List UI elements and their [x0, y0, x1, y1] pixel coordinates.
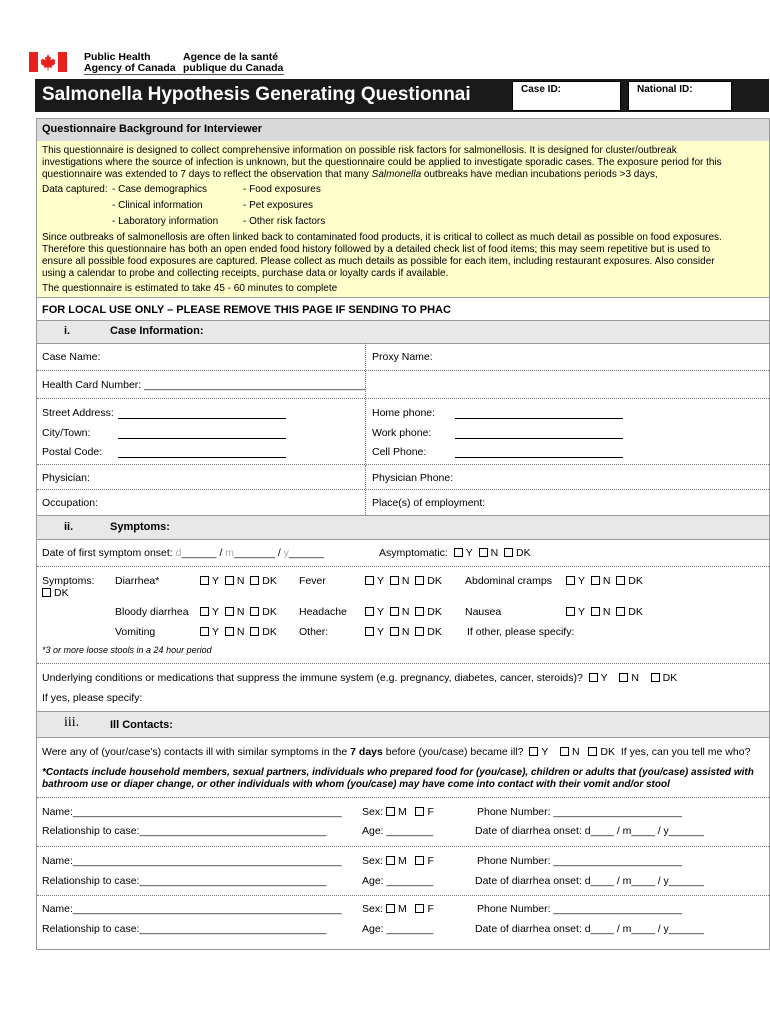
contact-phone-field[interactable]: Phone Number: ______________________ — [477, 903, 682, 915]
divider — [37, 846, 769, 847]
divider — [37, 370, 769, 371]
background-p2-line1: Since outbreaks of salmonellosis are often linked back to contaminated food products, it is critical to collect as much detail as possible on food exposures. — [42, 232, 722, 243]
header-rule — [84, 74, 284, 75]
ill-contacts-dk-checkbox[interactable] — [588, 747, 597, 756]
bloody-dk-checkbox[interactable] — [250, 607, 259, 616]
divider — [365, 399, 366, 464]
onset-sep-1: ______ / — [181, 547, 226, 559]
contact-relationship-field[interactable]: Relationship to case:________________________________ — [42, 825, 327, 837]
divider — [37, 464, 769, 465]
fever-label: Fever — [299, 575, 326, 587]
agency-name-en-1: Public Health — [84, 51, 151, 63]
contact-relationship-field[interactable]: Relationship to case:________________________________ — [42, 923, 327, 935]
background-p1-line1: This questionnaire is designed to collect comprehensive information on possible risk factors for salmonellosis. It is designed for cluster/outbreak — [42, 145, 677, 156]
onset-date-field[interactable] — [42, 547, 324, 559]
onset-sep-2: _______ / — [234, 547, 284, 559]
fever-no-checkbox[interactable] — [390, 576, 399, 585]
agency-name-en-2: Agency of Canada — [84, 62, 176, 74]
contact-age-field[interactable]: Age: ________ — [362, 875, 434, 887]
diarrhea-footnote: *3 or more loose stools in a 24 hour period — [42, 645, 212, 655]
asymptomatic-yes-checkbox[interactable] — [454, 548, 463, 557]
yes-label: Y — [212, 626, 220, 638]
background-heading: Questionnaire Background for Interviewer — [42, 123, 263, 135]
section-i-number: i. — [64, 325, 71, 337]
background-p1-line3b: Salmonella — [371, 169, 422, 180]
headache-yes-checkbox[interactable] — [365, 607, 374, 616]
nausea-no-checkbox[interactable] — [591, 607, 600, 616]
contact-age-field[interactable]: Age: ________ — [362, 923, 434, 935]
nausea-label: Nausea — [465, 606, 502, 618]
divider — [365, 343, 366, 370]
cell-phone-input[interactable] — [455, 457, 623, 458]
headache-no-checkbox[interactable] — [390, 607, 399, 616]
other-symptom-label: Other: — [299, 626, 329, 638]
background-p2-line4: using a calendar to probe and collecting receipts, purchase data or loyalty cards if available. — [42, 268, 449, 279]
symptoms-dk — [42, 587, 69, 599]
background-p1-line3c: outbreaks have median incubations periods >3 days, — [421, 169, 658, 180]
yes-label: Y — [377, 626, 385, 638]
data-captured-item-3: - Clinical information — [112, 200, 203, 211]
f-label: F — [427, 855, 434, 867]
onset-month-hint: m — [225, 547, 235, 559]
abdominal-cramps-label: Abdominal cramps — [465, 575, 552, 587]
asymptomatic-dk-checkbox[interactable] — [504, 548, 513, 557]
case-id-box[interactable] — [512, 81, 621, 111]
fever-yes-checkbox[interactable] — [365, 576, 374, 585]
nausea-options — [566, 606, 643, 618]
fever-dk-checkbox[interactable] — [415, 576, 424, 585]
vomiting-dk-checkbox[interactable] — [250, 627, 259, 636]
sex-f-checkbox[interactable] — [415, 807, 424, 816]
divider — [365, 371, 366, 398]
dk-label: DK — [54, 587, 69, 599]
street-address-label: Street Address: — [42, 407, 114, 419]
fever-options — [365, 575, 442, 587]
underlying-yes-checkbox[interactable] — [589, 673, 598, 682]
section-ii-title: Symptoms: — [110, 521, 170, 533]
yes-label: Y — [377, 575, 385, 587]
diarrhea-dk-checkbox[interactable] — [250, 576, 259, 585]
onset-day-hint: d — [175, 547, 182, 559]
no-label: N — [602, 575, 611, 587]
contact-onset-field[interactable]: Date of diarrhea onset: d____ / m____ / y______ — [475, 923, 704, 935]
contact-name-field[interactable]: Name:______________________________________________ — [42, 806, 342, 818]
dk-label: DK — [427, 606, 442, 618]
vomiting-no-checkbox[interactable] — [225, 627, 234, 636]
dk-label: DK — [628, 575, 643, 587]
contact-sex — [362, 903, 434, 915]
sex-label: Sex: — [362, 806, 384, 818]
onset-label: Date of first symptom onset: — [42, 547, 176, 559]
contacts-note-line2: bathroom use or diaper change, or other individuals with whom (you/case) may have come into contact with their vomit and/or stool — [42, 779, 670, 790]
divider — [365, 490, 366, 515]
f-label: F — [427, 903, 434, 915]
yes-label: Y — [377, 606, 385, 618]
home-phone-input[interactable] — [455, 418, 623, 419]
asymptomatic-label: Asymptomatic: — [379, 547, 448, 559]
asymptomatic-question — [379, 547, 531, 559]
no-label: N — [401, 575, 410, 587]
abdominal-cramps-options — [566, 575, 643, 587]
underlying-conditions-text: Underlying conditions or medications that suppress the immune system (e.g. pregnancy, diabetes, cancer, steroids)? — [42, 672, 583, 684]
abdominal-yes-checkbox[interactable] — [566, 576, 575, 585]
maple-leaf-icon — [40, 53, 56, 71]
q-part-c: before (you/case) became ill? — [382, 746, 524, 758]
symptoms-label: Symptoms: — [42, 575, 95, 587]
dk-label: DK — [662, 672, 678, 684]
background-p1-line3 — [42, 169, 658, 180]
diarrhea-options — [200, 575, 277, 587]
asymptomatic-no-checkbox[interactable] — [479, 548, 488, 557]
dk-label: DK — [262, 626, 277, 638]
contact-sex — [362, 855, 434, 867]
ill-contacts-question — [42, 746, 750, 758]
bloody-diarrhea-options — [200, 606, 277, 618]
dk-label: DK — [427, 626, 442, 638]
background-p2-line2: Therefore this questionnaire has both an open ended food history followed by a detailed check list of food items; this may seem repetitive but is used to — [42, 244, 711, 255]
data-captured-label: Data captured: — [42, 184, 108, 195]
work-phone-label: Work phone: — [372, 427, 432, 439]
other-no-checkbox[interactable] — [390, 627, 399, 636]
headache-options — [365, 606, 442, 618]
diarrhea-no-checkbox[interactable] — [225, 576, 234, 585]
underlying-specify-label: If yes, please specify: — [42, 692, 143, 704]
other-dk-checkbox[interactable] — [415, 627, 424, 636]
divider — [37, 398, 769, 399]
section-iii-number: iii. — [64, 715, 80, 730]
sex-m-checkbox[interactable] — [386, 856, 395, 865]
physician-phone-label: Physician Phone: — [372, 472, 454, 484]
agency-name-fr-2: publique du Canada — [183, 62, 284, 74]
yes-label: Y — [212, 575, 220, 587]
sex-label: Sex: — [362, 903, 384, 915]
m-label: M — [397, 903, 407, 915]
underlying-conditions-question — [42, 672, 677, 684]
employment-label: Place(s) of employment: — [372, 497, 486, 509]
dk-label: DK — [516, 547, 531, 559]
onset-year-hint: y — [283, 547, 289, 559]
diarrhea-yes-checkbox[interactable] — [200, 576, 209, 585]
underlying-dk-checkbox[interactable] — [651, 673, 660, 682]
section-ii-number: ii. — [64, 521, 74, 533]
case-name-label: Case Name: — [42, 351, 101, 363]
abdominal-dk-checkbox[interactable] — [616, 576, 625, 585]
no-label: N — [236, 626, 245, 638]
bloody-yes-checkbox[interactable] — [200, 607, 209, 616]
health-card-field[interactable]: Health Card Number: ______________________________________ — [42, 379, 367, 391]
sex-f-checkbox[interactable] — [415, 904, 424, 913]
home-phone-label: Home phone: — [372, 407, 436, 419]
no-label: N — [236, 575, 245, 587]
street-address-input[interactable] — [118, 418, 286, 419]
proxy-name-label: Proxy Name: — [372, 351, 433, 363]
no-label: N — [490, 547, 499, 559]
yes-label: Y — [212, 606, 220, 618]
yes-label: Y — [600, 672, 608, 684]
section-iii-title: Ill Contacts: — [110, 719, 173, 731]
dk-label: DK — [427, 575, 442, 587]
other-yes-checkbox[interactable] — [365, 627, 374, 636]
m-label: M — [397, 855, 407, 867]
no-label: N — [401, 626, 410, 638]
divider — [365, 465, 366, 489]
contacts-note-line1: *Contacts include household members, sexual partners, individuals who prepared food for (you/case), children or adults that (you/case) assisted with — [42, 767, 754, 778]
divider — [37, 566, 769, 567]
yes-label: Y — [465, 547, 473, 559]
ill-contacts-no-checkbox[interactable] — [560, 747, 569, 756]
sex-m-checkbox[interactable] — [386, 904, 395, 913]
if-other-specify-label: If other, please specify: — [467, 626, 575, 638]
sex-m-checkbox[interactable] — [386, 807, 395, 816]
divider — [37, 489, 769, 490]
m-label: M — [397, 806, 407, 818]
contact-relationship-field[interactable]: Relationship to case:________________________________ — [42, 875, 327, 887]
national-id-box[interactable] — [628, 81, 732, 111]
f-label: F — [427, 806, 434, 818]
section-i-title: Case Information: — [110, 325, 204, 337]
no-label: N — [572, 746, 580, 758]
contact-name-field[interactable]: Name:______________________________________________ — [42, 903, 342, 915]
diarrhea-label: Diarrhea* — [115, 575, 160, 587]
contact-phone-field[interactable]: Phone Number: ______________________ — [477, 806, 682, 818]
q-part-b: 7 days — [350, 746, 383, 758]
other-symptom-options — [365, 626, 442, 638]
contact-sex — [362, 806, 434, 818]
yes-label: Y — [541, 746, 549, 758]
contact-age-field[interactable]: Age: ________ — [362, 825, 434, 837]
abdominal-no-checkbox[interactable] — [591, 576, 600, 585]
nausea-yes-checkbox[interactable] — [566, 607, 575, 616]
physician-label: Physician: — [42, 472, 90, 484]
dk-label: DK — [628, 606, 643, 618]
divider — [37, 797, 769, 798]
no-label: N — [401, 606, 410, 618]
ill-contacts-yes-checkbox[interactable] — [529, 747, 538, 756]
national-id-label: National ID: — [637, 84, 693, 95]
city-input[interactable] — [118, 438, 286, 439]
contact-onset-field[interactable]: Date of diarrhea onset: d____ / m____ / y______ — [475, 875, 704, 887]
nausea-dk-checkbox[interactable] — [616, 607, 625, 616]
contact-onset-field[interactable]: Date of diarrhea onset: d____ / m____ / y______ — [475, 825, 704, 837]
background-p1-line2: investigations where the source of infection is unknown, but the questionnaire could be applied to investigate sporadic cases. The exposure period for this — [42, 157, 722, 168]
cell-phone-label: Cell Phone: — [372, 446, 427, 458]
yes-label: Y — [578, 606, 586, 618]
work-phone-input[interactable] — [455, 438, 623, 439]
sex-label: Sex: — [362, 855, 384, 867]
yes-label: Y — [578, 575, 586, 587]
local-use-notice: FOR LOCAL USE ONLY – PLEASE REMOVE THIS PAGE IF SENDING TO PHAC — [42, 304, 451, 316]
data-captured-item-2: - Food exposures — [243, 184, 321, 195]
vomiting-options — [200, 626, 277, 638]
data-captured-item-4: - Pet exposures — [243, 200, 314, 211]
contact-phone-field[interactable]: Phone Number: ______________________ — [477, 855, 682, 867]
q-part-a: Were any of (your/case's) contacts ill with similar symptoms in the — [42, 746, 351, 758]
headache-label: Headache — [299, 606, 347, 618]
symptoms-dk-checkbox[interactable] — [42, 588, 51, 597]
dk-label: DK — [262, 575, 277, 587]
contact-name-field[interactable]: Name:______________________________________________ — [42, 855, 342, 867]
no-label: N — [602, 606, 611, 618]
data-captured-item-6: - Other risk factors — [243, 216, 326, 227]
vomiting-yes-checkbox[interactable] — [200, 627, 209, 636]
background-p2-line3: ensure all possible food exposures are captured. Please collect as much details as possible for each item, including restaurant exposures. Also consider — [42, 256, 715, 267]
postal-code-label: Postal Code: — [42, 446, 103, 458]
dk-label: DK — [600, 746, 615, 758]
divider — [37, 895, 769, 896]
vomiting-label: Vomiting — [115, 626, 156, 638]
case-id-label: Case ID: — [521, 84, 562, 95]
dk-label: DK — [262, 606, 277, 618]
no-label: N — [236, 606, 245, 618]
background-p1-line3a: questionnaire was extended to 7 days to reflect the observation that many — [42, 169, 372, 180]
q-part-d: If yes, can you tell me who? — [620, 746, 751, 758]
agency-name-fr-1: Agence de la santé — [183, 51, 279, 63]
no-label: N — [631, 672, 639, 684]
divider — [37, 663, 769, 664]
bloody-diarrhea-label: Bloody diarrhea — [115, 606, 189, 618]
data-captured-item-1: - Case demographics — [112, 184, 208, 195]
sex-f-checkbox[interactable] — [415, 856, 424, 865]
canada-flag-logo — [29, 52, 67, 72]
bloody-no-checkbox[interactable] — [225, 607, 234, 616]
postal-code-input[interactable] — [118, 457, 286, 458]
data-captured-item-5: - Laboratory information — [112, 216, 219, 227]
city-label: City/Town: — [42, 427, 91, 439]
headache-dk-checkbox[interactable] — [415, 607, 424, 616]
page-title: Salmonella Hypothesis Generating Questionnai — [42, 84, 471, 105]
occupation-label: Occupation: — [42, 497, 99, 509]
onset-sep-3: ______ — [288, 547, 324, 559]
background-p3: The questionnaire is estimated to take 45 - 60 minutes to complete — [42, 283, 338, 294]
underlying-no-checkbox[interactable] — [619, 673, 628, 682]
